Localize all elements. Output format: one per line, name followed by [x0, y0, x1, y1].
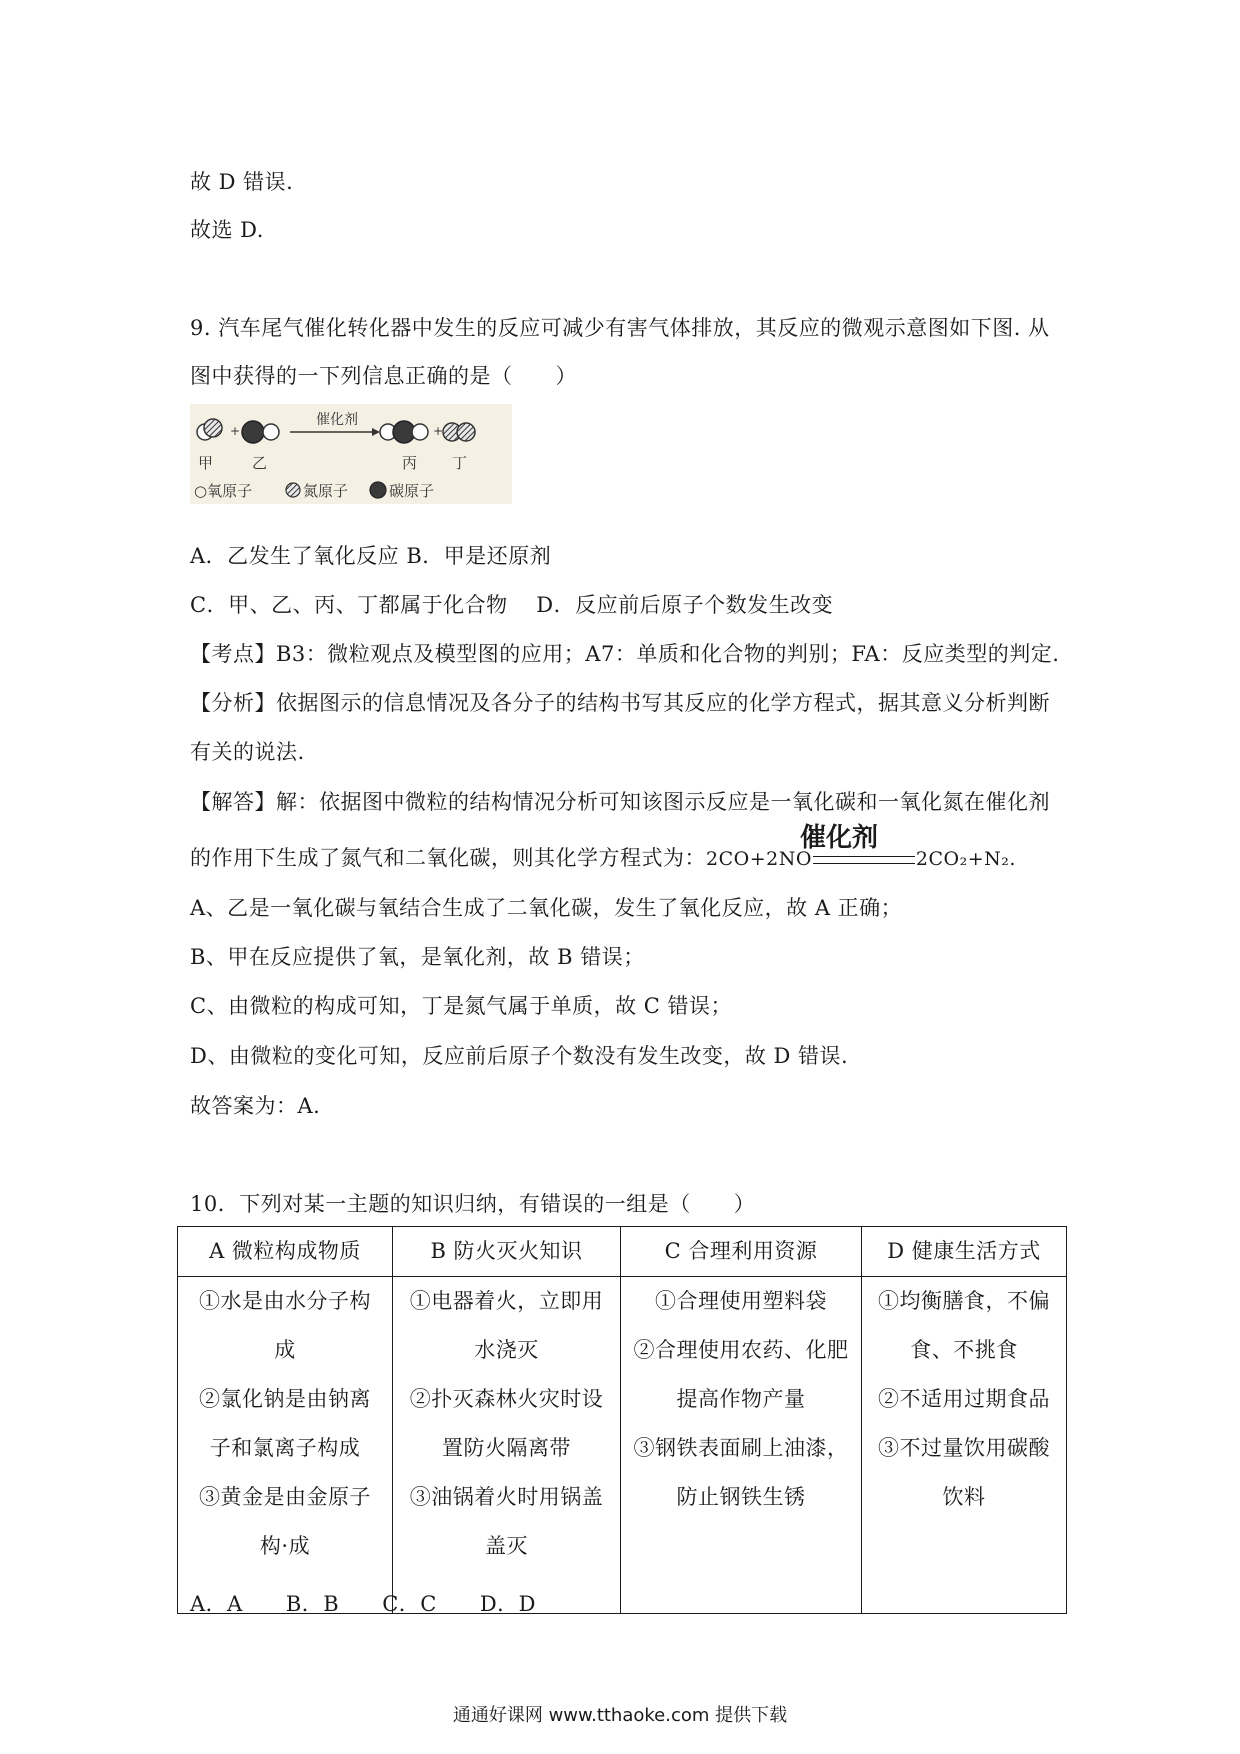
table-cell-b: [393, 1277, 621, 1614]
n-atom-icon: [457, 423, 475, 441]
c-atom-legend-icon: [370, 482, 386, 498]
q9-stem-line-2: 图中获得的一下列信息正确的是（ ）: [190, 364, 577, 388]
equation-arrow: [813, 856, 915, 864]
cell-line: ③钢铁表面刷上油漆，: [633, 1436, 849, 1460]
equation-right: 2CO₂+N₂.: [915, 848, 1016, 870]
cell-line: 成: [274, 1338, 296, 1362]
cell-line: 提高作物产量: [676, 1387, 806, 1411]
cell-line: ①均衡膳食，不偏: [878, 1289, 1050, 1313]
cell-line: 置防火隔离带: [442, 1436, 571, 1460]
o-atom-icon: [263, 424, 279, 440]
cell-line: ②氯化钠是由钠离: [199, 1387, 371, 1411]
equation-catalyst: 催化剂: [800, 823, 879, 853]
q9-fenxi-2: 有关的说法.: [190, 740, 305, 764]
cell-line: ②不适用过期食品: [878, 1387, 1050, 1411]
q9-fenxi-1: 【分析】依据图示的信息情况及各分子的结构书写其反应的化学方程式，据其意义分析判断: [190, 691, 1050, 715]
n-atom-legend-icon: [286, 483, 300, 497]
q9-jieda-1: 【解答】解：依据图中微粒的结构情况分析可知该图示反应是一氧化碳和一氧化氮在催化剂: [190, 790, 1050, 814]
prev-line-1: 故 D 错误.: [190, 170, 294, 194]
cell-line: 构·成: [259, 1534, 311, 1558]
q9-options-line-1: A．乙发生了氧化反应 B．甲是还原剂: [190, 544, 552, 568]
svg-text:+: +: [230, 424, 241, 438]
q9-exp-d: D、由微粒的变化可知，反应前后原子个数没有发生改变，故 D 错误.: [190, 1044, 849, 1068]
knowledge-table: [177, 1226, 1067, 1614]
legend-oxygen: ○氧原子: [194, 482, 253, 500]
cell-line: ③不过量饮用碳酸: [878, 1436, 1050, 1460]
table-header-c: C 合理利用资源: [621, 1227, 862, 1277]
q9-exp-b: B、甲在反应提供了氧，是氧化剂，故 B 错误；: [190, 945, 645, 969]
reaction-diagram-figure: [190, 404, 512, 504]
q9-answer: 故答案为：A.: [190, 1094, 321, 1118]
cell-line: ①电器着火，立即用: [409, 1289, 604, 1313]
cell-line: ①合理使用塑料袋: [655, 1289, 827, 1313]
q10-stem: 10．下列对某一主题的知识归纳，有错误的一组是（ ）: [190, 1192, 756, 1216]
label-yi: 乙: [252, 454, 268, 472]
table-cell-d: [862, 1277, 1067, 1614]
n-atom-icon: [204, 419, 222, 437]
q9-exp-c: C、由微粒的构成可知，丁是氮气属于单质，故 C 错误；: [190, 994, 732, 1018]
table-cell-a: [178, 1277, 393, 1614]
table-header-row: [178, 1227, 1067, 1277]
page-footer: 通通好课网 www.tthaoke.com 提供下载: [452, 1705, 788, 1726]
equation-left: 2CO+2NO: [706, 848, 812, 870]
cell-line: ①水是由水分子构: [199, 1289, 371, 1313]
cell-line: 子和氯离子构成: [209, 1436, 361, 1460]
q9-jieda-2: [190, 842, 1016, 872]
c-atom-icon: [242, 421, 264, 443]
legend-carbon: 碳原子: [389, 482, 435, 500]
cell-line: 防止钢铁生锈: [676, 1485, 806, 1509]
q10-options: A．A B．B C．C D．D: [190, 1592, 537, 1616]
table-header-b: B 防火灭火知识: [393, 1227, 621, 1277]
q9-exp-a: A、乙是一氧化碳与氧结合生成了二氧化碳，发生了氧化反应，故 A 正确；: [190, 896, 903, 920]
cell-line: ②扑灭森林火灾时设: [409, 1387, 604, 1411]
table-cell-c: [621, 1277, 862, 1614]
cell-line: 饮料: [942, 1485, 986, 1509]
q9-options-line-2: C．甲、乙、丙、丁都属于化合物 D．反应前后原子个数发生改变: [190, 593, 834, 617]
cell-line: 水浇灭: [474, 1338, 539, 1362]
cell-line: 食、不挑食: [910, 1338, 1018, 1362]
cell-line: ③油锅着火时用锅盖: [409, 1485, 604, 1509]
catalyst-label: 催化剂: [316, 412, 358, 428]
label-jia: 甲: [198, 454, 214, 472]
reaction-diagram: [190, 404, 512, 504]
label-bing: 丙: [402, 454, 418, 472]
cell-line: ②合理使用农药、化肥: [633, 1338, 849, 1362]
table-header-d: D 健康生活方式: [862, 1227, 1067, 1277]
q9-stem-line-1: 9. 汽车尾气催化转化器中发生的反应可减少有害气体排放，其反应的微观示意图如下图. 从: [190, 316, 1050, 340]
table-row: [178, 1277, 1067, 1614]
legend-nitrogen: 氮原子: [303, 482, 349, 500]
table-header-a: A 微粒构成物质: [178, 1227, 393, 1277]
prev-line-2: 故选 D.: [190, 218, 264, 242]
svg-text:+: +: [433, 424, 444, 438]
q9-kaodian: 【考点】B3：微粒观点及模型图的应用；A7：单质和化合物的判别；FA：反应类型的判定.: [190, 642, 1060, 666]
jieda-2-prefix: 的作用下生成了氮气和二氧化碳，则其化学方程式为：: [190, 846, 706, 870]
cell-line: 盖灭: [485, 1534, 528, 1558]
o-atom-icon: [412, 424, 428, 440]
cell-line: ③黄金是由金原子: [199, 1485, 371, 1509]
label-ding: 丁: [452, 454, 468, 472]
